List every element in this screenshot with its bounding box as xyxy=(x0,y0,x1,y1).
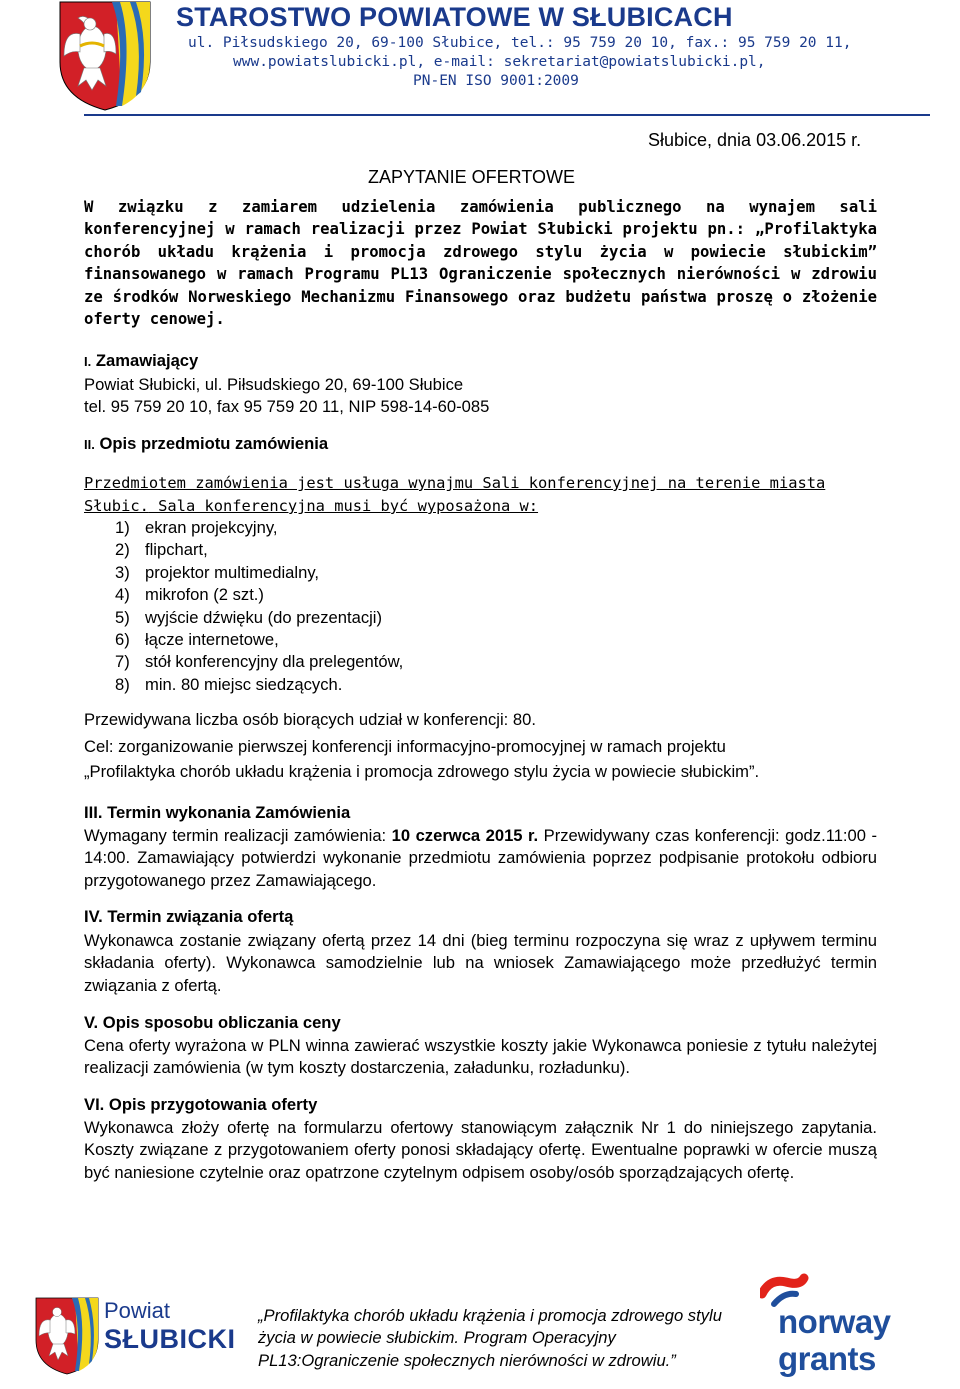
norway-grants-word-grants: grants xyxy=(778,1340,876,1377)
section-1-title: Zamawiający xyxy=(95,351,199,370)
attendees-count: Przewidywana liczba osób biorących udział w konferencji: 80. xyxy=(84,710,536,729)
list-item: 8) min. 80 miejsc siedzących. xyxy=(115,674,343,694)
intro-paragraph: W związku z zamiarem udzielenia zamówienia publicznego na wynajem sali konferencyjnej w ramach realizacji przez Powiat Słubicki projektu pn.: „Profilaktyka chorób układu krążenia i promocja zdrowego stylu życia w powiecie słubickim” finansowanego w ramach Programu PL13 Ograniczenie społecznych nierówności w zdrowiu ze środków Norweskiego Mechanizmu Finansowego oraz budżetu państwa proszę o złożenie oferty cenowej. xyxy=(84,198,877,329)
section-2-number: II. xyxy=(84,437,95,452)
list-item: 1) ekran projekcyjny, xyxy=(115,518,278,537)
list-item: 4) mikrofon (2 szt.) xyxy=(115,585,264,605)
deadline-date: 10 czerwca 2015 r. xyxy=(391,826,539,845)
section-3-number: III. xyxy=(84,803,103,822)
subject-line-2 xyxy=(84,495,538,517)
list-item: 5) wyjście dźwięku (do prezentacji) xyxy=(115,607,383,627)
crest-icon xyxy=(34,1296,100,1376)
section-5-number: V. xyxy=(84,1013,99,1032)
section-3-heading xyxy=(84,803,350,823)
header-address: ul. Piłsudskiego 20, 69-100 Słubice, tel.: 95 759 20 10, fax.: 95 759 20 11, xyxy=(188,35,852,51)
header-divider xyxy=(84,114,930,116)
subject-city: Słubic. xyxy=(84,497,149,515)
equipment-list xyxy=(115,517,403,696)
section-6-heading xyxy=(84,1095,317,1115)
footer-logo-slubicki: SŁUBICKI xyxy=(104,1324,236,1354)
list-item: 7) stół konferencyjny dla prelegentów, xyxy=(115,652,404,672)
list-item: 2) flipchart, xyxy=(115,540,208,560)
orderer-contact: tel. 95 759 20 10, fax 95 759 20 11, NIP 598-14-60-085 xyxy=(84,397,490,416)
header-web-email: www.powiatslubicki.pl, e-mail: sekretariat@powiatslubicki.pl, xyxy=(233,54,766,70)
section-3-title: Termin wykonania Zamówienia xyxy=(107,803,351,822)
section-2-title: Opis przedmiotu zamówienia xyxy=(99,434,329,453)
document-date: Słubice, dnia 03.06.2015 r. xyxy=(648,130,862,150)
list-item: 6) łącze internetowe, xyxy=(115,629,279,649)
section-4-heading xyxy=(84,907,293,927)
orderer-address: Powiat Słubicki, ul. Piłsudskiego 20, 69-100 Słubice xyxy=(84,375,464,394)
header-title: STAROSTWO POWIATOWE W SŁUBICACH xyxy=(176,2,733,32)
section-1-number: I. xyxy=(84,354,92,369)
section-5-text: Cena oferty wyrażona w PLN winna zawierać wszystkie koszty jakie Wykonawca poniesie z tytułu należytej realizacji zamówienia (w tym koszty dostarczenia, załadunku, rozładunku). xyxy=(84,1036,877,1078)
section-3-text: Wymagany termin realizacji zamówienia: 10 czerwca 2015 r. Przewidywany czas konferencji: godz.11:00 - 14:00. Zamawiający potwierdzi wykonanie przedmiotu zamówienia poprzez podpisanie protokołu odbioru przygotowanego przez Zamawiającego. xyxy=(84,826,877,890)
subject-line-1: Przedmiotem zamówienia jest usługa wynajmu Sali konferencyjnej na terenie miasta xyxy=(84,474,826,492)
norway-grants-word-norway: norway xyxy=(778,1303,891,1340)
section-6-title: Opis przygotowania oferty xyxy=(108,1095,318,1114)
document-title: ZAPYTANIE OFERTOWE xyxy=(368,167,576,187)
section-4-text: Wykonawca zostanie związany ofertą przez 14 dni (bieg terminu rozpoczyna się wraz z upływem terminu składania oferty). Wykonawca samodzielnie lub na wniosek Zamawiającego może przedłużyć termin związania z ofertą. xyxy=(84,931,877,995)
header-crest xyxy=(56,0,154,112)
section-2-heading xyxy=(84,434,328,454)
section-1-heading xyxy=(84,351,198,371)
section-4-number: IV. xyxy=(84,907,103,926)
section-6-number: VI. xyxy=(84,1095,105,1114)
subject-equipment-intro: Sala konferencyjna musi być wyposażona w: xyxy=(148,497,539,515)
footer-project-text: „Profilaktyka chorób układu krążenia i promocja zdrowego stylu życia w powiecie słubickim. Program Operacyjny PL13:Ograniczenie społecznych nierówności w zdrowiu.” xyxy=(258,1306,722,1370)
footer-powiat-logo xyxy=(34,1296,100,1376)
section-5-title: Opis sposobu obliczania ceny xyxy=(102,1013,341,1032)
goal-line-1: Cel: zorganizowanie pierwszej konferencji informacyjno-promocyjnej w ramach projektu xyxy=(84,737,726,756)
crest-icon xyxy=(56,0,154,112)
header-iso: PN-EN ISO 9001:2009 xyxy=(413,73,579,89)
section-6-text: Wykonawca złoży ofertę na formularzu ofertowy stanowiącym załącznik Nr 1 do niniejszego zapytania. Koszty związane z przygotowaniem oferty ponosi składający ofertę. Ewentualne poprawki w ofercie muszą być naniesione czytelnie oraz opatrzone czytelnym odpisem osoby/osób sporządzających ofertę. xyxy=(84,1118,877,1182)
section-5-heading xyxy=(84,1013,341,1033)
list-item: 3) projektor multimedialny, xyxy=(115,562,319,582)
goal-line-2: „Profilaktyka chorób układu krążenia i promocja zdrowego stylu życia w powiecie słubickim”. xyxy=(84,762,760,781)
footer-logo-powiat: Powiat xyxy=(104,1298,171,1323)
section-4-title: Termin związania ofertą xyxy=(107,907,294,926)
